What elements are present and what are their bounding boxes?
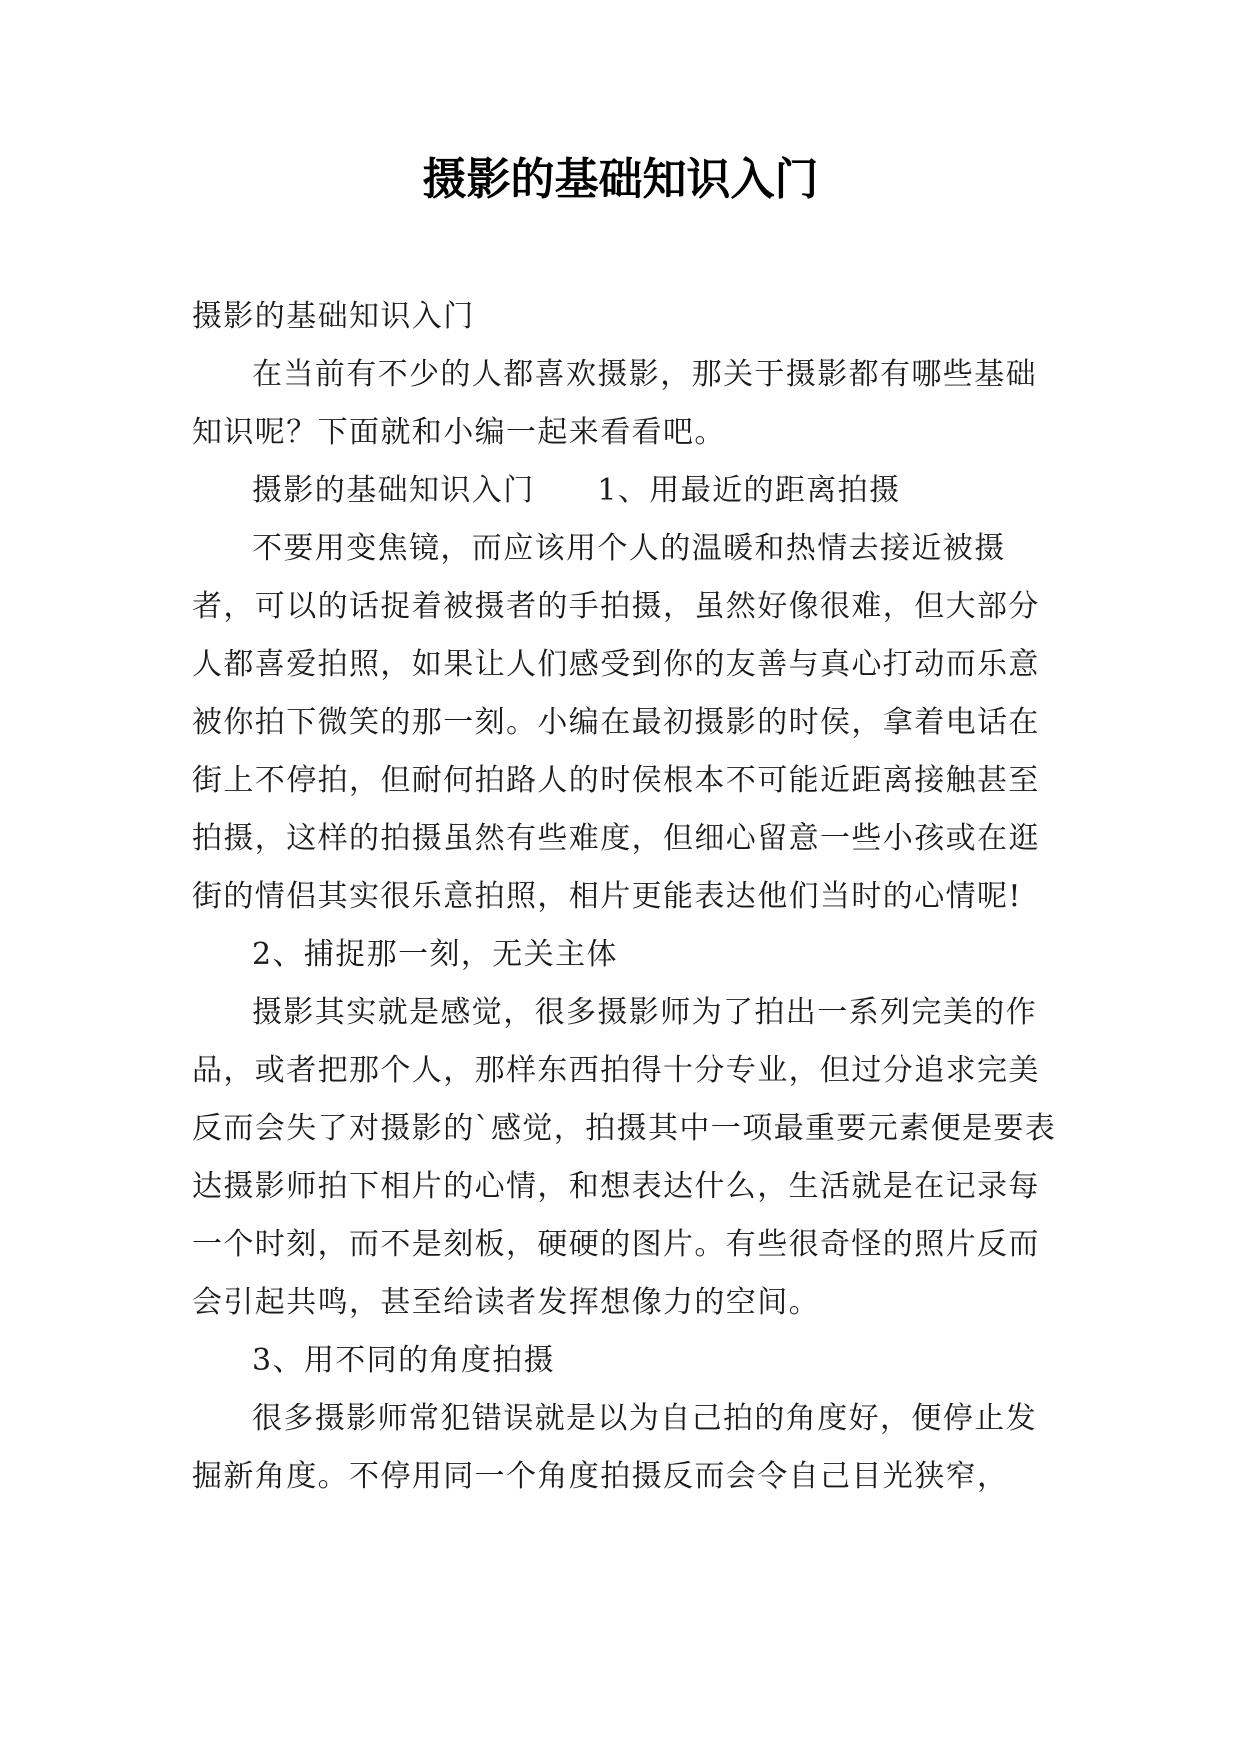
document-subtitle: 摄影的基础知识入门 <box>192 299 475 334</box>
paragraph-3: 很多摄影师常犯错误就是以为自己拍的角度好，便停止发掘新角度。不停用同一个角度拍摄反而会令自己目光狭窄， <box>192 1401 1037 1494</box>
section-heading-3: 3、用不同的角度拍摄 <box>252 1343 556 1378</box>
document-title: 摄影的基础知识入门 <box>422 154 819 205</box>
paragraph-2: 摄影其实就是感觉，很多摄影师为了拍出一系列完美的作品，或者把那个人，那样东西拍得十分专业，但过分追求完美反而会失了对摄影的`感觉，拍摄其中一项最重要元素便是要表达摄影师拍下相片的心情，和想表达什么，生活就是在记录每一个时刻，而不是刻板，硬硬的图片。有些很奇怪的照片反而会引起共鸣，甚至给读者发挥想像力的空间。 <box>192 995 1057 1320</box>
section-heading-2: 2、捕捉那一刻，无关主体 <box>252 937 618 972</box>
paragraph-1: 不要用变焦镜，而应该用个人的温暖和热情去接近被摄者，可以的话捉着被摄者的手拍摄，虽然好像很难，但大部分人都喜爱拍照，如果让人们感受到你的友善与真心打动而乐意被你拍下微笑的那一刻。小编在最初摄影的时侯，拿着电话在街上不停拍，但耐何拍路人的时侯根本不可能近距离接触甚至拍摄，这样的拍摄虽然有些难度，但细心留意一些小孩或在逛街的情侣其实很乐意拍照，相片更能表达他们当时的心情呢! <box>192 531 1040 914</box>
paragraph-intro: 在当前有不少的人都喜欢摄影，那关于摄影都有哪些基础知识呢？下面就和小编一起来看看吧。 <box>192 357 1037 450</box>
section-heading-1: 摄影的基础知识入门 1、用最近的距离拍摄 <box>252 473 901 508</box>
document-body <box>192 288 1062 1506</box>
